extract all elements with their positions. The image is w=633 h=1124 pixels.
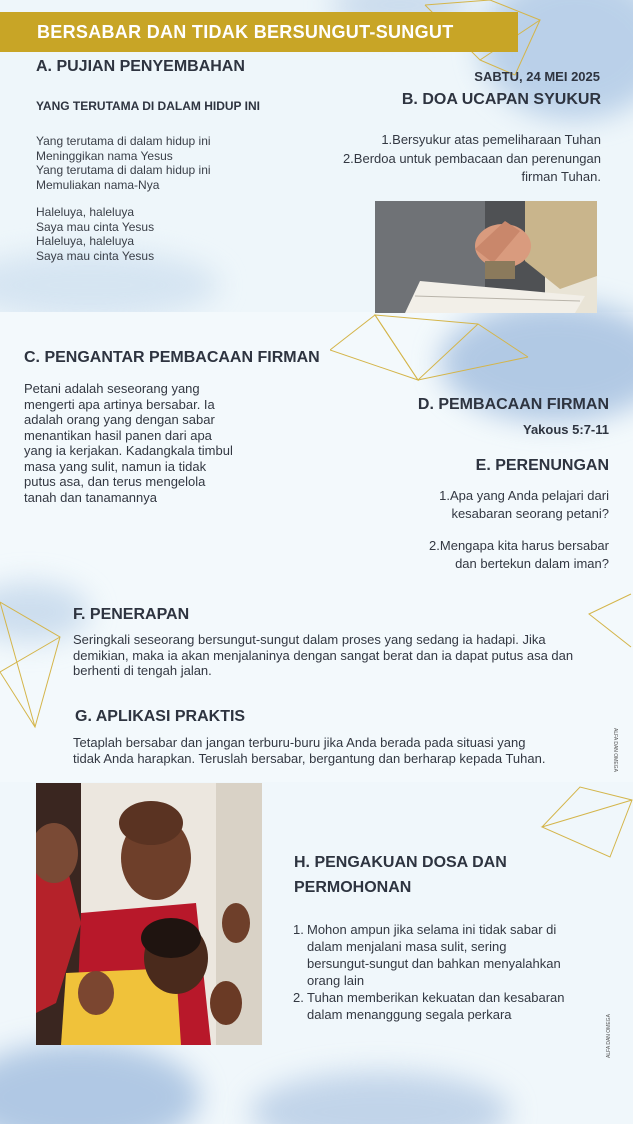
section-g-heading: G. APLIKASI PRAKTIS xyxy=(75,708,246,725)
song-title: YANG TERUTAMA DI DALAM HIDUP INI xyxy=(36,99,261,113)
watermark xyxy=(606,728,622,798)
list-number: 1. xyxy=(293,922,304,937)
lyric-line: Saya mau cinta Yesus xyxy=(36,248,155,263)
watermark-text: ALFA DAN OMEGA xyxy=(606,1014,612,1058)
list-item xyxy=(293,921,565,989)
text-line: tanah dan tanamannya xyxy=(24,489,157,505)
text-line: Mohon ampun jika selama ini tidak sabar di xyxy=(307,922,557,937)
page-title: BERSABAR DAN TIDAK BERSUNGUT-SUNGUT xyxy=(37,22,454,42)
text-line: Seringkali seseorang bersungut-sungut dalam proses yang sedang ia hadapi. Jika xyxy=(73,632,546,647)
list-item: 1.Bersyukur atas pemeliharaan Tuhan xyxy=(381,132,601,147)
family-praying-image xyxy=(36,783,262,1045)
heading-line: PERMOHONAN xyxy=(294,879,412,896)
lyric-line: Yang terutama di dalam hidup ini xyxy=(36,134,211,148)
watercolor-wash xyxy=(0,1042,200,1124)
text-line: dalam menanggung segala perkara xyxy=(307,1007,512,1022)
lyric-line: Meninggikan nama Yesus xyxy=(36,148,173,163)
lyric-line: Memuliakan nama-Nya xyxy=(36,177,160,192)
section-f-paragraph xyxy=(73,632,573,679)
question-line: kesabaran seorang petani? xyxy=(451,505,609,521)
text-line: tidak Anda harapkan. Teruslah bersabar, bergantung dan berharap kepada Tuhan. xyxy=(73,750,546,766)
list-item: 2.Berdoa untuk pembacaan dan perenungan xyxy=(342,150,601,166)
text-line: orang lain xyxy=(307,973,365,988)
question-line: 1.Apa yang Anda pelajari dari xyxy=(439,488,609,503)
list-number: 2. xyxy=(293,990,304,1005)
watermark-text: ALFA DAN OMEGA xyxy=(612,728,618,772)
praying-hands-photo xyxy=(375,201,597,313)
text-line: Tuhan memberikan kekuatan dan kesabaran xyxy=(307,990,565,1005)
question-line: 2.Mengapa kita harus bersabar xyxy=(429,538,609,553)
text-line: menantikan hasil panen dari apa xyxy=(24,427,212,443)
section-a-heading: A. PUJIAN PENYEMBAHAN xyxy=(36,58,245,75)
text-line: yang ia kerjakan. Kadangkala timbul xyxy=(24,443,233,458)
text-line: bersungut-sungut dan bahkan menyalahkan xyxy=(307,956,561,971)
text-line: berhenti di tengah jalan. xyxy=(73,663,212,678)
gold-geometric-icon xyxy=(583,592,633,652)
heading-line: H. PENGAKUAN DOSA DAN xyxy=(294,854,507,871)
song-verse-2 xyxy=(36,205,154,263)
list-item-continued: firman Tuhan. xyxy=(521,169,601,184)
question-line: dan bertekun dalam iman? xyxy=(455,555,609,571)
text-line: Tetaplah bersabar dan jangan terburu-buru jika Anda berada pada situasi yang xyxy=(73,735,526,750)
section-b-list xyxy=(343,132,601,185)
text-line: putus asa, dan terus mengelola xyxy=(24,474,206,489)
section-f-heading: F. PENERAPAN xyxy=(73,606,190,623)
reflection-questions xyxy=(429,488,609,571)
praying-hands-image xyxy=(375,201,597,313)
lyric-line: Haleluya, haleluya xyxy=(36,234,135,248)
section-g-paragraph xyxy=(73,735,545,766)
scripture-reference: Yakous 5:7-11 xyxy=(523,422,609,437)
watermark xyxy=(604,1008,620,1058)
text-line: adalah orang yang dengan sabar xyxy=(24,412,215,427)
section-d-heading: D. PEMBACAAN FIRMAN xyxy=(417,396,609,413)
section-e-heading: E. PERENUNGAN xyxy=(475,457,609,474)
text-line: Petani adalah seseorang yang xyxy=(24,381,200,396)
section-b-heading: B. DOA UCAPAN SYUKUR xyxy=(401,91,601,108)
gold-geometric-icon xyxy=(330,312,530,387)
section-h-heading xyxy=(294,850,507,900)
song-verse-1 xyxy=(36,134,211,192)
text-line: demikian, maka ia akan menjalaninya dengan sangat berat dan ia dapat putus asa dan xyxy=(73,647,574,663)
section-c-paragraph xyxy=(24,381,233,505)
watercolor-wash xyxy=(250,1072,510,1124)
list-item xyxy=(293,989,565,1023)
date-label: SABTU, 24 MEI 2025 xyxy=(474,69,600,84)
text-line: mengerti apa artinya bersabar. Ia xyxy=(24,396,215,412)
lyric-line: Yang terutama di dalam hidup ini xyxy=(36,163,211,177)
family-praying-photo xyxy=(36,783,262,1045)
text-line: masa yang sulit, namun ia tidak xyxy=(24,458,207,474)
gold-geometric-icon xyxy=(0,592,70,732)
section-c-heading: C. PENGANTAR PEMBACAAN FIRMAN xyxy=(24,349,320,366)
lyric-line: Haleluya, haleluya xyxy=(36,205,135,219)
section-h-list xyxy=(293,921,565,1023)
text-line: dalam menjalani masa sulit, sering xyxy=(307,939,507,954)
lyric-line: Saya mau cinta Yesus xyxy=(36,219,155,234)
